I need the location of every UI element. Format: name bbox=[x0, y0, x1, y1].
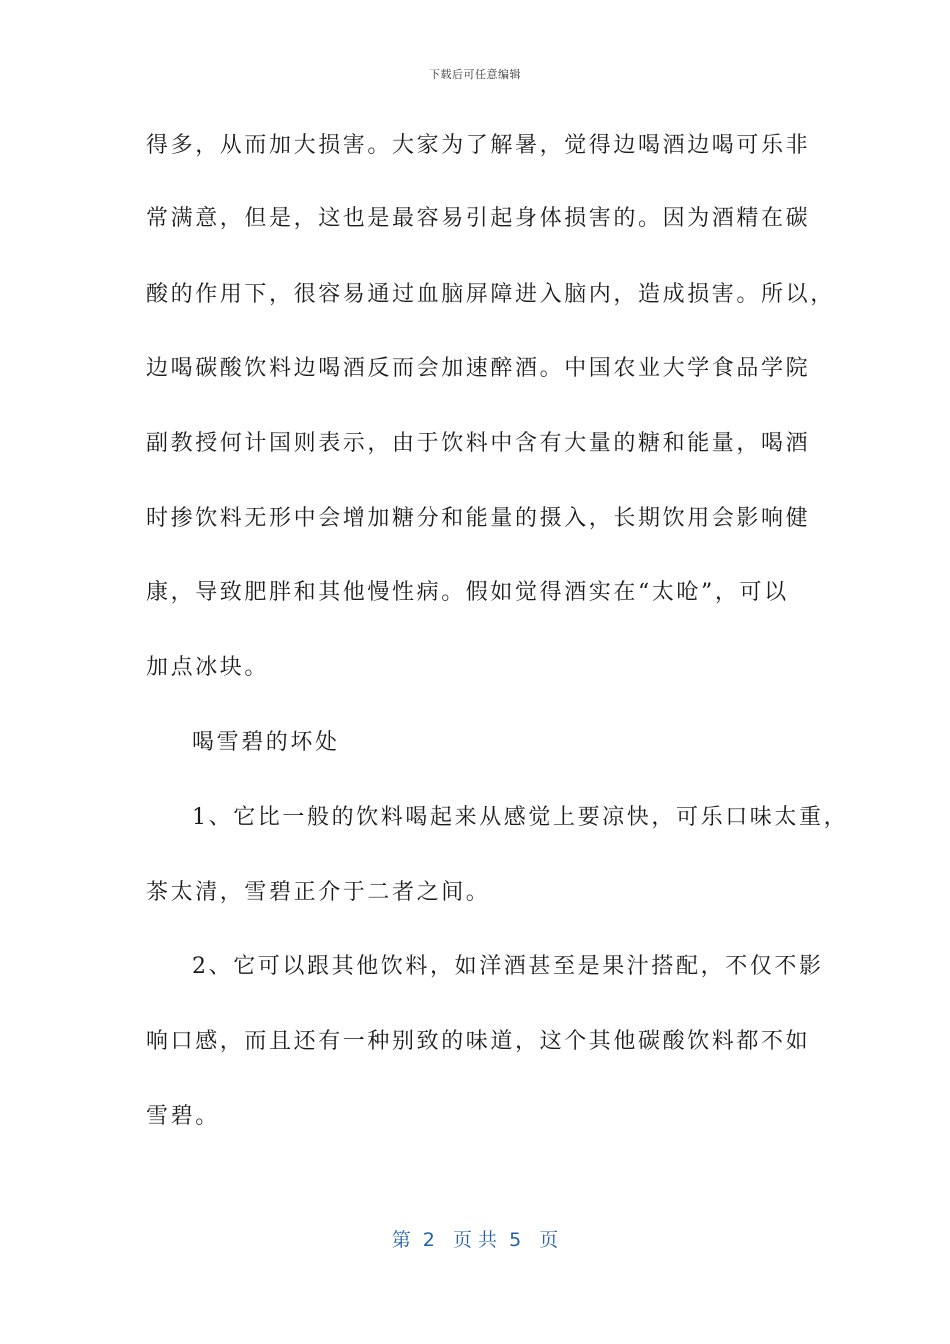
paragraph-line: 酸的作用下，很容易通过血脑屏障进入脑内，造成损害。所以， bbox=[146, 282, 835, 307]
paragraph-line: 1、它比一般的饮料喝起来从感觉上要凉快，可乐口味太重， bbox=[192, 805, 849, 830]
paragraph-line: 康，导致肥胖和其他慢性病。假如觉得酒实在“太呛”，可以 bbox=[146, 580, 789, 605]
section-heading: 喝雪碧的坏处 bbox=[192, 730, 340, 755]
paragraph-line: 常满意，但是，这也是最容易引起身体损害的。因为酒精在碳 bbox=[146, 206, 811, 231]
paragraph-line: 得多，从而加大损害。大家为了解暑，觉得边喝酒边喝可乐非 bbox=[146, 133, 811, 158]
paragraph-line: 加点冰块。 bbox=[146, 655, 270, 680]
paragraph-line: 副教授何计国则表示，由于饮料中含有大量的糖和能量，喝酒 bbox=[146, 431, 811, 456]
paragraph-line: 时掺饮料无形中会增加糖分和能量的摄入，长期饮用会影响健 bbox=[146, 506, 811, 531]
paragraph-line: 茶太清，雪碧正介于二者之间。 bbox=[146, 880, 491, 905]
paragraph-line: 2、它可以跟其他饮料，如洋酒甚至是果汁搭配，不仅不影 bbox=[192, 954, 824, 979]
paragraph-line: 雪碧。 bbox=[146, 1104, 220, 1129]
page-header: 下载后可任意编辑 bbox=[429, 68, 521, 81]
page-number-footer: 第 2 页 共 5 页 bbox=[391, 1229, 559, 1251]
paragraph-line: 边喝碳酸饮料边喝酒反而会加速醉酒。中国农业大学食品学院 bbox=[146, 356, 811, 381]
paragraph-line: 响口感，而且还有一种别致的味道，这个其他碳酸饮料都不如 bbox=[146, 1029, 811, 1054]
